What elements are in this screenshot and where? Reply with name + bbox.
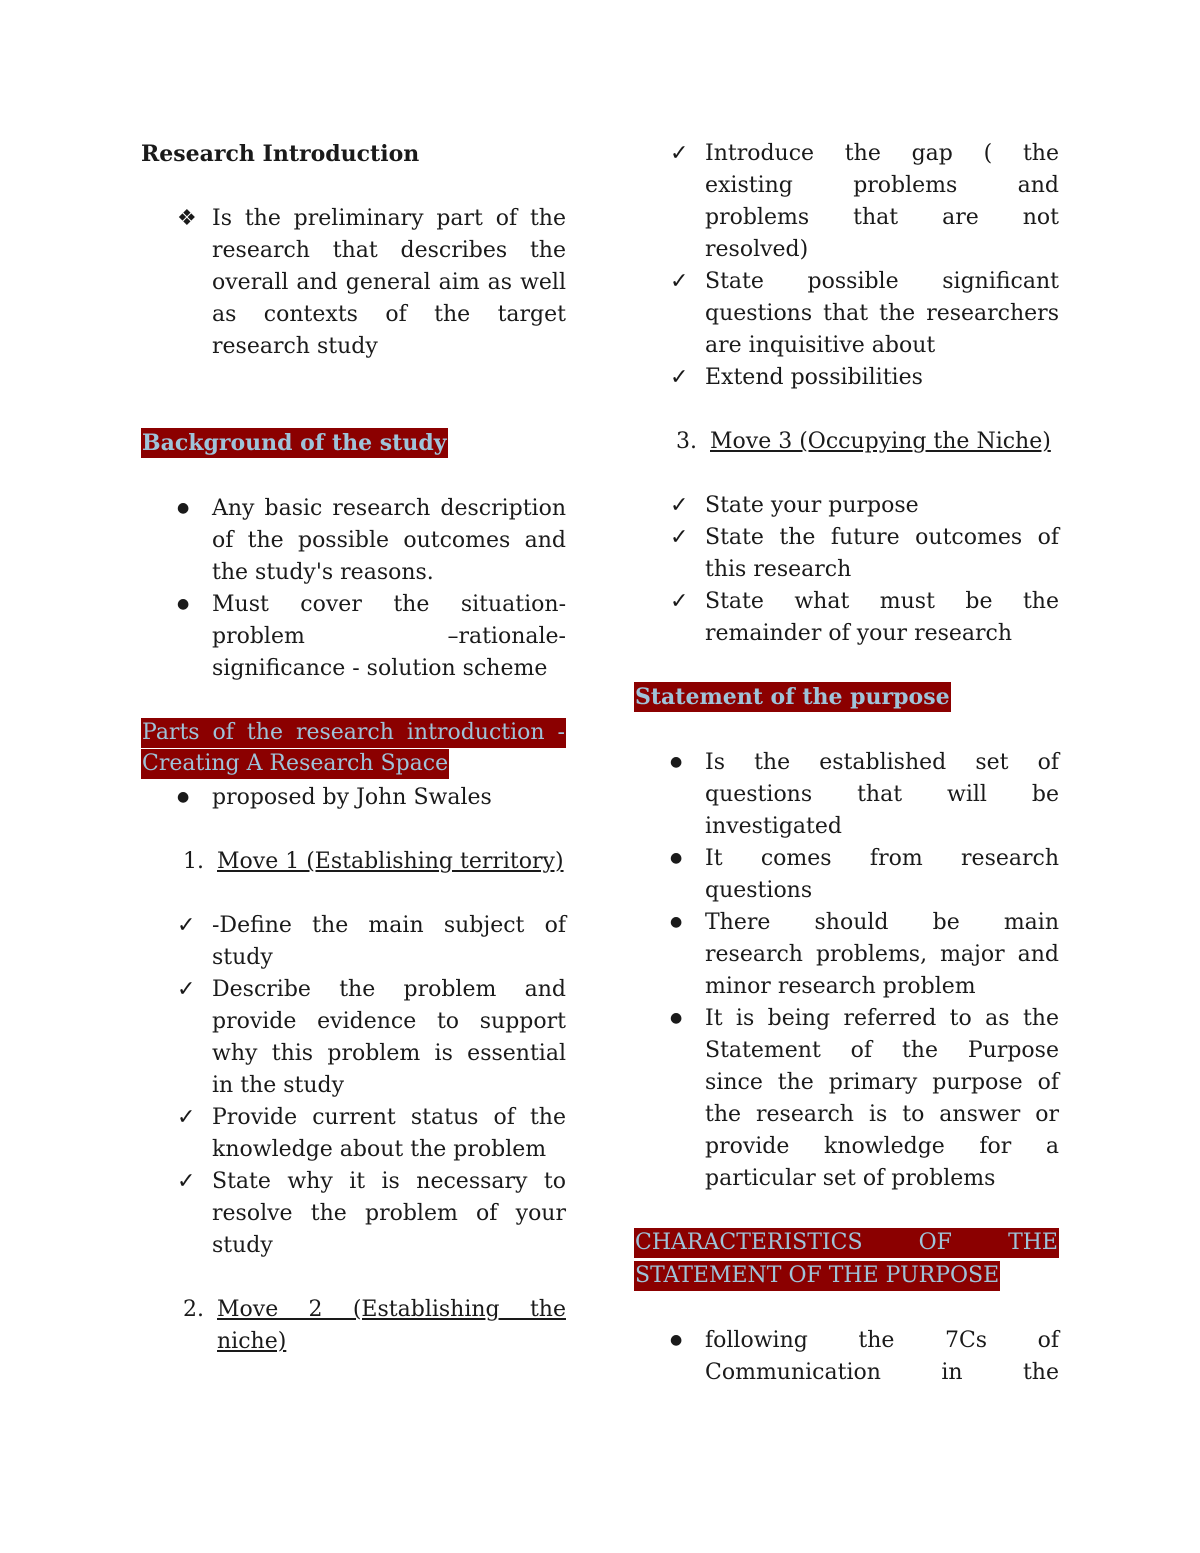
check-icon: ✓ xyxy=(177,1169,196,1194)
right-column xyxy=(634,138,1059,1389)
intro-line: research that describes the xyxy=(212,238,566,263)
check-icon: ✓ xyxy=(670,141,689,166)
intro-item xyxy=(141,203,566,363)
check-icon: ✓ xyxy=(177,913,196,938)
bullet-dot-icon xyxy=(670,1003,700,1037)
move1-item: ✓ -Define the main subject of study xyxy=(141,910,566,974)
check-icon: ✓ xyxy=(177,1105,196,1130)
purpose-item: ● It is being referred to as the Statement of the Purpose since the primary purpose of the research is to answer or provide knowledge for a particular set of problems xyxy=(634,1003,1059,1195)
bullet-dot-icon xyxy=(177,589,207,623)
move2-number: 2. xyxy=(183,1297,204,1322)
background-item: ● Any basic research description of the possible outcomes and the study's reasons. xyxy=(141,493,566,589)
characteristics-item: ● following the 7Cs of Communication in the xyxy=(634,1325,1059,1389)
move3-item: ✓ State the future outcomes of this research xyxy=(634,522,1059,586)
parts-heading-line2: Creating A Research Space xyxy=(141,749,449,779)
characteristics-heading-line2: STATEMENT OF THE PURPOSE xyxy=(634,1261,1000,1291)
bullet-dot-icon xyxy=(177,782,207,816)
parts-bullet: ● proposed by John Swales xyxy=(141,782,566,814)
document-title: Research Introduction xyxy=(141,141,420,167)
check-icon: ✓ xyxy=(670,589,689,614)
bullet-dot-icon xyxy=(670,1325,700,1359)
move1-item: ✓ State why it is necessary to resolve the problem of your study xyxy=(141,1166,566,1262)
check-icon: ✓ xyxy=(670,525,689,550)
move3-number: 3. xyxy=(676,429,697,454)
intro-text xyxy=(212,203,566,363)
purpose-heading: Statement of the purpose xyxy=(635,684,950,710)
parts-heading-line1: Parts of the research introduction - xyxy=(141,718,566,748)
intro-line: Is the preliminary part of the xyxy=(212,206,566,231)
check-icon: ✓ xyxy=(670,365,689,390)
diamond-bullet-icon: ❖ xyxy=(177,206,197,231)
move1-number: 1. xyxy=(183,849,204,874)
left-column xyxy=(141,138,566,1358)
check-icon: ✓ xyxy=(670,269,689,294)
purpose-item: ● Is the established set of questions that will be investigated xyxy=(634,747,1059,843)
bullet-dot-icon xyxy=(670,843,700,877)
purpose-item: ● It comes from research questions xyxy=(634,843,1059,907)
check-icon: ✓ xyxy=(177,977,196,1002)
move2-item: ✓ State possible significant questions that the researchers are inquisitive about xyxy=(634,266,1059,362)
intro-line: research study xyxy=(212,334,378,359)
check-icon: ✓ xyxy=(670,493,689,518)
intro-line: as contexts of the target xyxy=(212,302,566,327)
move2-item: ✓ Extend possibilities xyxy=(634,362,1059,394)
move1-item: ✓ Describe the problem and provide evidence to support why this problem is essential in the study xyxy=(141,974,566,1102)
background-heading: Background of the study xyxy=(142,430,447,456)
move2-heading: 2. Move 2 (Establishing the niche) xyxy=(141,1294,566,1358)
purpose-item: ● There should be main research problems, major and minor research problem xyxy=(634,907,1059,1003)
move1-heading: 1. Move 1 (Establishing territory) xyxy=(141,846,566,878)
move3-item: ✓ State what must be the remainder of your research xyxy=(634,586,1059,650)
move1-item: ✓ Provide current status of the knowledge about the problem xyxy=(141,1102,566,1166)
bullet-dot-icon xyxy=(177,493,207,527)
background-item: ● Must cover the situation- problem –rationale- significance - solution scheme xyxy=(141,589,566,685)
bullet-dot-icon xyxy=(670,747,700,781)
move2-item: ✓ Introduce the gap ( the existing problems and problems that are not resolved) xyxy=(634,138,1059,266)
characteristics-heading-line1: CHARACTERISTICS OF THE xyxy=(634,1228,1059,1258)
intro-line: overall and general aim as well xyxy=(212,270,566,295)
move3-heading: 3. Move 3 (Occupying the Niche) xyxy=(634,426,1059,458)
move3-item: ✓ State your purpose xyxy=(634,490,1059,522)
bullet-dot-icon xyxy=(670,907,700,941)
